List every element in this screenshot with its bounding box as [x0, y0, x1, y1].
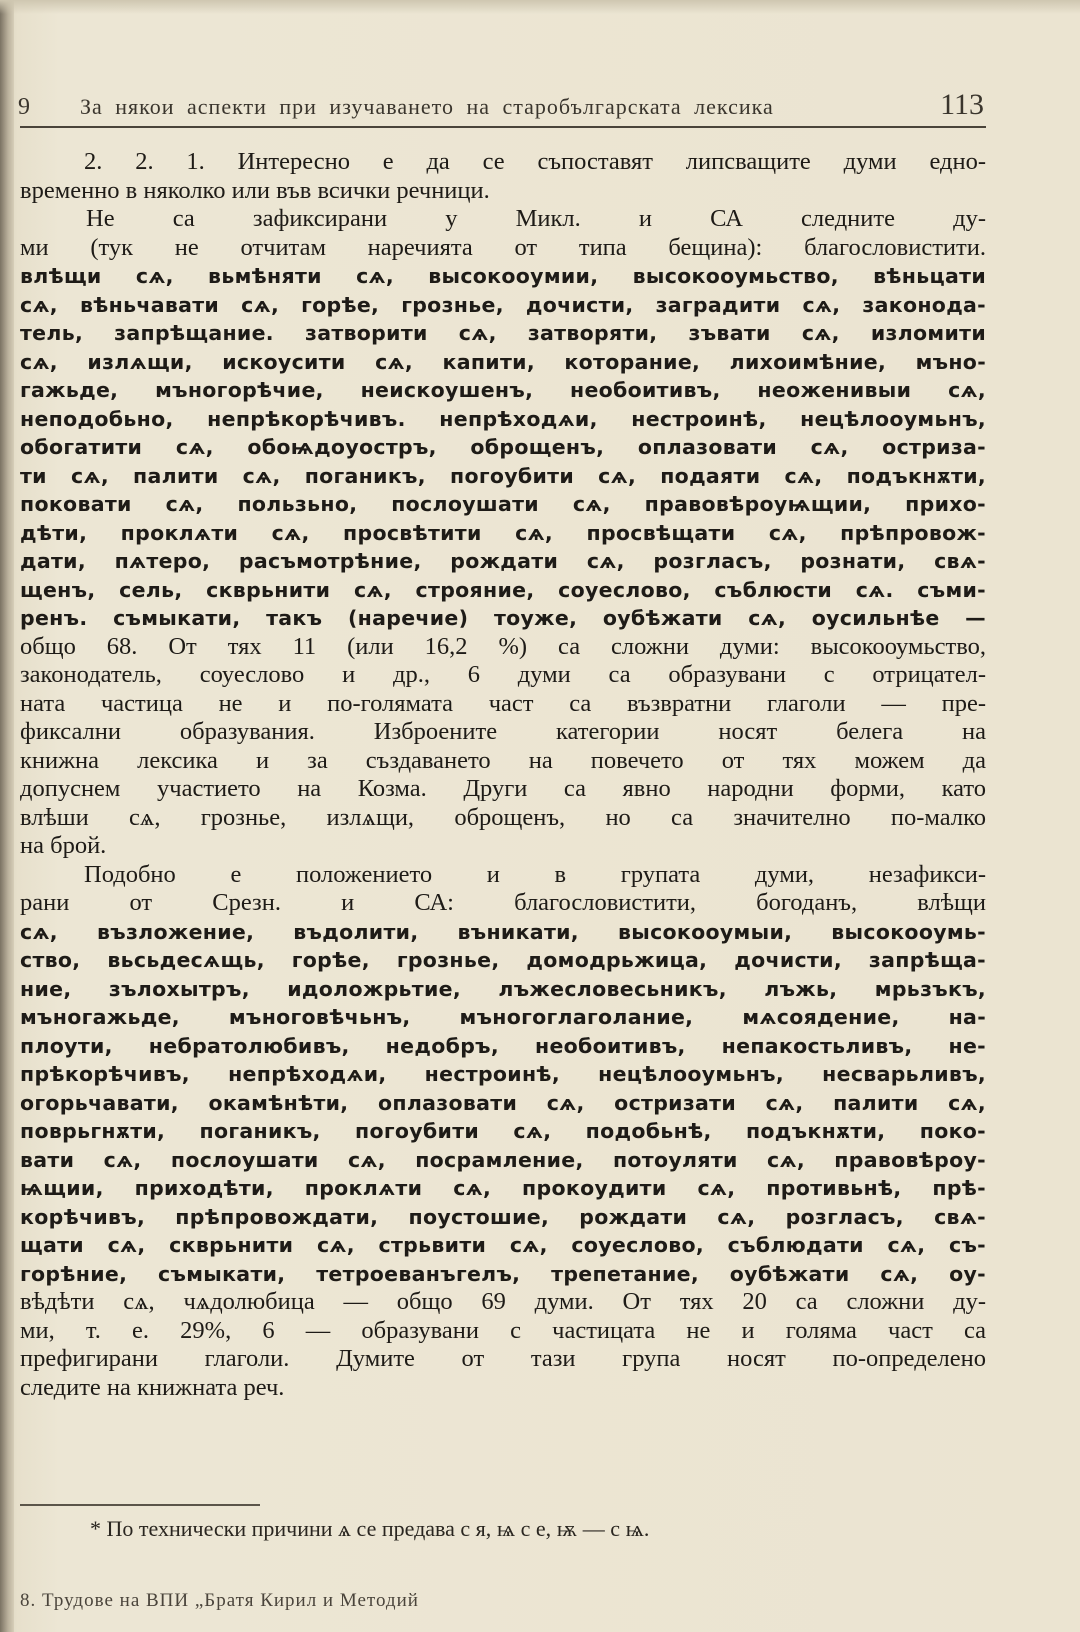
text-line: щати сѧ, скврьнити сѧ, стрьвити сѧ, соуеслово, съблюдати сѧ, съ-	[20, 1233, 986, 1257]
text-line: дѣти, проклѧти сѧ, просвѣтити сѧ, просвѣщати сѧ, прѣпровож-	[20, 520, 986, 545]
text-line: сѧ, вѣньчавати сѧ, горѣе, грозньe, дочисти, заградити сѧ, законода-	[20, 292, 986, 317]
text-line: допуснем участието на Козма. Други са явно народни форми, като	[20, 775, 986, 802]
text-line: гажьде, мъногорѣчие, неискоушенъ, необоитивъ, неоженивыи сѧ,	[20, 378, 986, 402]
page-number-left: 9	[18, 94, 31, 120]
running-title: За някои аспекти при изучаването на старобългарската лексика	[80, 94, 774, 119]
text-line: огорьчавати, окамѣнѣти, оплазовати сѧ, остризати сѧ, палити сѧ,	[20, 1090, 986, 1115]
text-line: вѣдѣти сѧ, чѧдолюбица — общо 69 думи. От тях 20 са сложни ду-	[20, 1288, 986, 1315]
text-line: корѣчивъ, прѣпровождати, поустошие, рождати сѧ, розгласъ, свѧ-	[20, 1204, 986, 1229]
text-line: поковати сѧ, пользьно, послоушати сѧ, правовѣроуѩщии, прихо-	[20, 492, 986, 516]
text-line: неподобьно, непрѣкорѣчивъ. непрѣходѧи, нестроинѣ, нецѣлооумьнъ,	[20, 406, 986, 431]
text-line: следите на книжната реч.	[20, 1373, 285, 1401]
text-line: ми (тук не отчитам наречията от типа бещина): благословистити.	[20, 233, 986, 261]
footnote-rule	[20, 1504, 260, 1506]
text-line: префигирани глаголи. Думите от тази група носят по-определено	[20, 1345, 986, 1372]
text-line: горѣние, съмыкати, тетроеванъгелъ, трепетание, оубѣжати сѧ, оу-	[20, 1261, 986, 1286]
text-line: ство, вьсьдесѧщь, горѣе, грозньe, домодрьжица, дочисти, запрѣща-	[20, 948, 986, 972]
text-line: сѧ, излѧщи, искоусити сѧ, капити, которание, лихоимѣние, мъно-	[20, 349, 986, 374]
book-spine-shadow	[0, 0, 14, 1632]
text-line: рани от Срезн. и СА: благословистити, богоданъ, влѣщи	[20, 889, 986, 916]
text-line: ние, зълохытръ, идоложрьтие, лъжесловесьникъ, лъжь, мрьзъкъ,	[20, 976, 986, 1001]
text-line: щенъ, сель, скврьнити сѧ, строяние, соуеслово, съблюсти сѧ. съми-	[20, 577, 986, 602]
top-edge-shadow	[0, 0, 1080, 14]
page-number: 113	[940, 88, 984, 121]
body-text	[20, 148, 986, 1402]
text-line: 2. 2. 1. Интересно е да се съпоставят липсващите думи едно-	[84, 148, 986, 175]
page-footer: 8. Трудове на ВПИ „Братя Кирил и Методий	[20, 1590, 419, 1611]
footnote: * По технически причини ѧ се предава с я, ѩ с е, ѭ — с ѩ.	[90, 1516, 650, 1541]
text-line: книжна лексика и за създаването на повечето от тях можем да	[20, 746, 986, 774]
text-line: обогатити сѧ, обоѩдоуостръ, обpощенъ, оплазовати сѧ, остриза-	[20, 435, 986, 459]
text-line: Не са зафиксирани у Микл. и СА следните ду-	[86, 205, 986, 232]
text-line: ната частица не и по-голямата част са възвратни глаголи — пре-	[20, 689, 986, 717]
running-header	[14, 86, 984, 130]
text-line: ѩщии, приходѣти, проклѧти сѧ, прокоудити сѧ, противьнѣ, прѣ-	[20, 1176, 986, 1200]
text-line: мъногажьде, мъноговѣчьнъ, мъногоглаголание, мѧсоядение, на-	[20, 1005, 986, 1029]
text-line: влѣщи сѧ, вьмѣняти сѧ, высокоoумии, высокоoумьство, вѣньцати	[20, 264, 986, 288]
text-line: тель, запрѣщание. затворити сѧ, затворяти, зъвати сѧ, изломити	[20, 321, 986, 345]
text-line: общо 68. От тях 11 (или 16,2 %) са сложни думи: высокооумьство,	[20, 632, 986, 660]
text-line: законодатель, соуеслово и др., 6 думи са образувани с отрицател-	[20, 661, 986, 688]
text-line: плоути, небратолюбивъ, недобръ, необоитивъ, непакостьливъ, не-	[20, 1033, 986, 1058]
text-line: на брой.	[20, 832, 107, 859]
text-line: временно в няколко или във всички речници.	[20, 176, 490, 204]
header-rule	[20, 126, 986, 128]
text-line: дати, пѧтеро, расъмотрѣние, рождати сѧ, розгласъ, рознати, свѧ-	[20, 549, 986, 573]
text-line: ренъ. съмыкати, такъ (наречие) тоуже, оубѣжати сѧ, оусильнѣе —	[20, 606, 986, 630]
text-line: фиксални образувания. Изброените категории носят белега на	[20, 718, 986, 745]
text-line: вати сѧ, послоушати сѧ, посрамление, потоуляти сѧ, правовѣроу-	[20, 1147, 986, 1172]
text-line: прѣкорѣчивъ, непрѣходѧи, нестроинѣ, нецѣлооумьнъ, несварьливъ,	[20, 1062, 986, 1086]
text-line: Подобно е положението и в групата думи, незафикси-	[84, 860, 986, 888]
text-line: ти сѧ, палити сѧ, поганикъ, погоубити сѧ, подаяти сѧ, подъкнѫти,	[20, 463, 986, 488]
text-line: влѣши сѧ, грозньe, излѧщи, обpощенъ, но са значително по-малко	[20, 803, 986, 831]
text-line: сѧ, възложение, въдолити, въникати, высокоoумыи, высокооумь-	[20, 919, 986, 944]
text-line: поврьгнѫти, поганикъ, погоубити сѧ, подобьнѣ, подъкнѫти, поко-	[20, 1119, 986, 1143]
text-line: ми, т. е. 29%, 6 — образувани с частицата не и голяма част са	[20, 1316, 986, 1344]
